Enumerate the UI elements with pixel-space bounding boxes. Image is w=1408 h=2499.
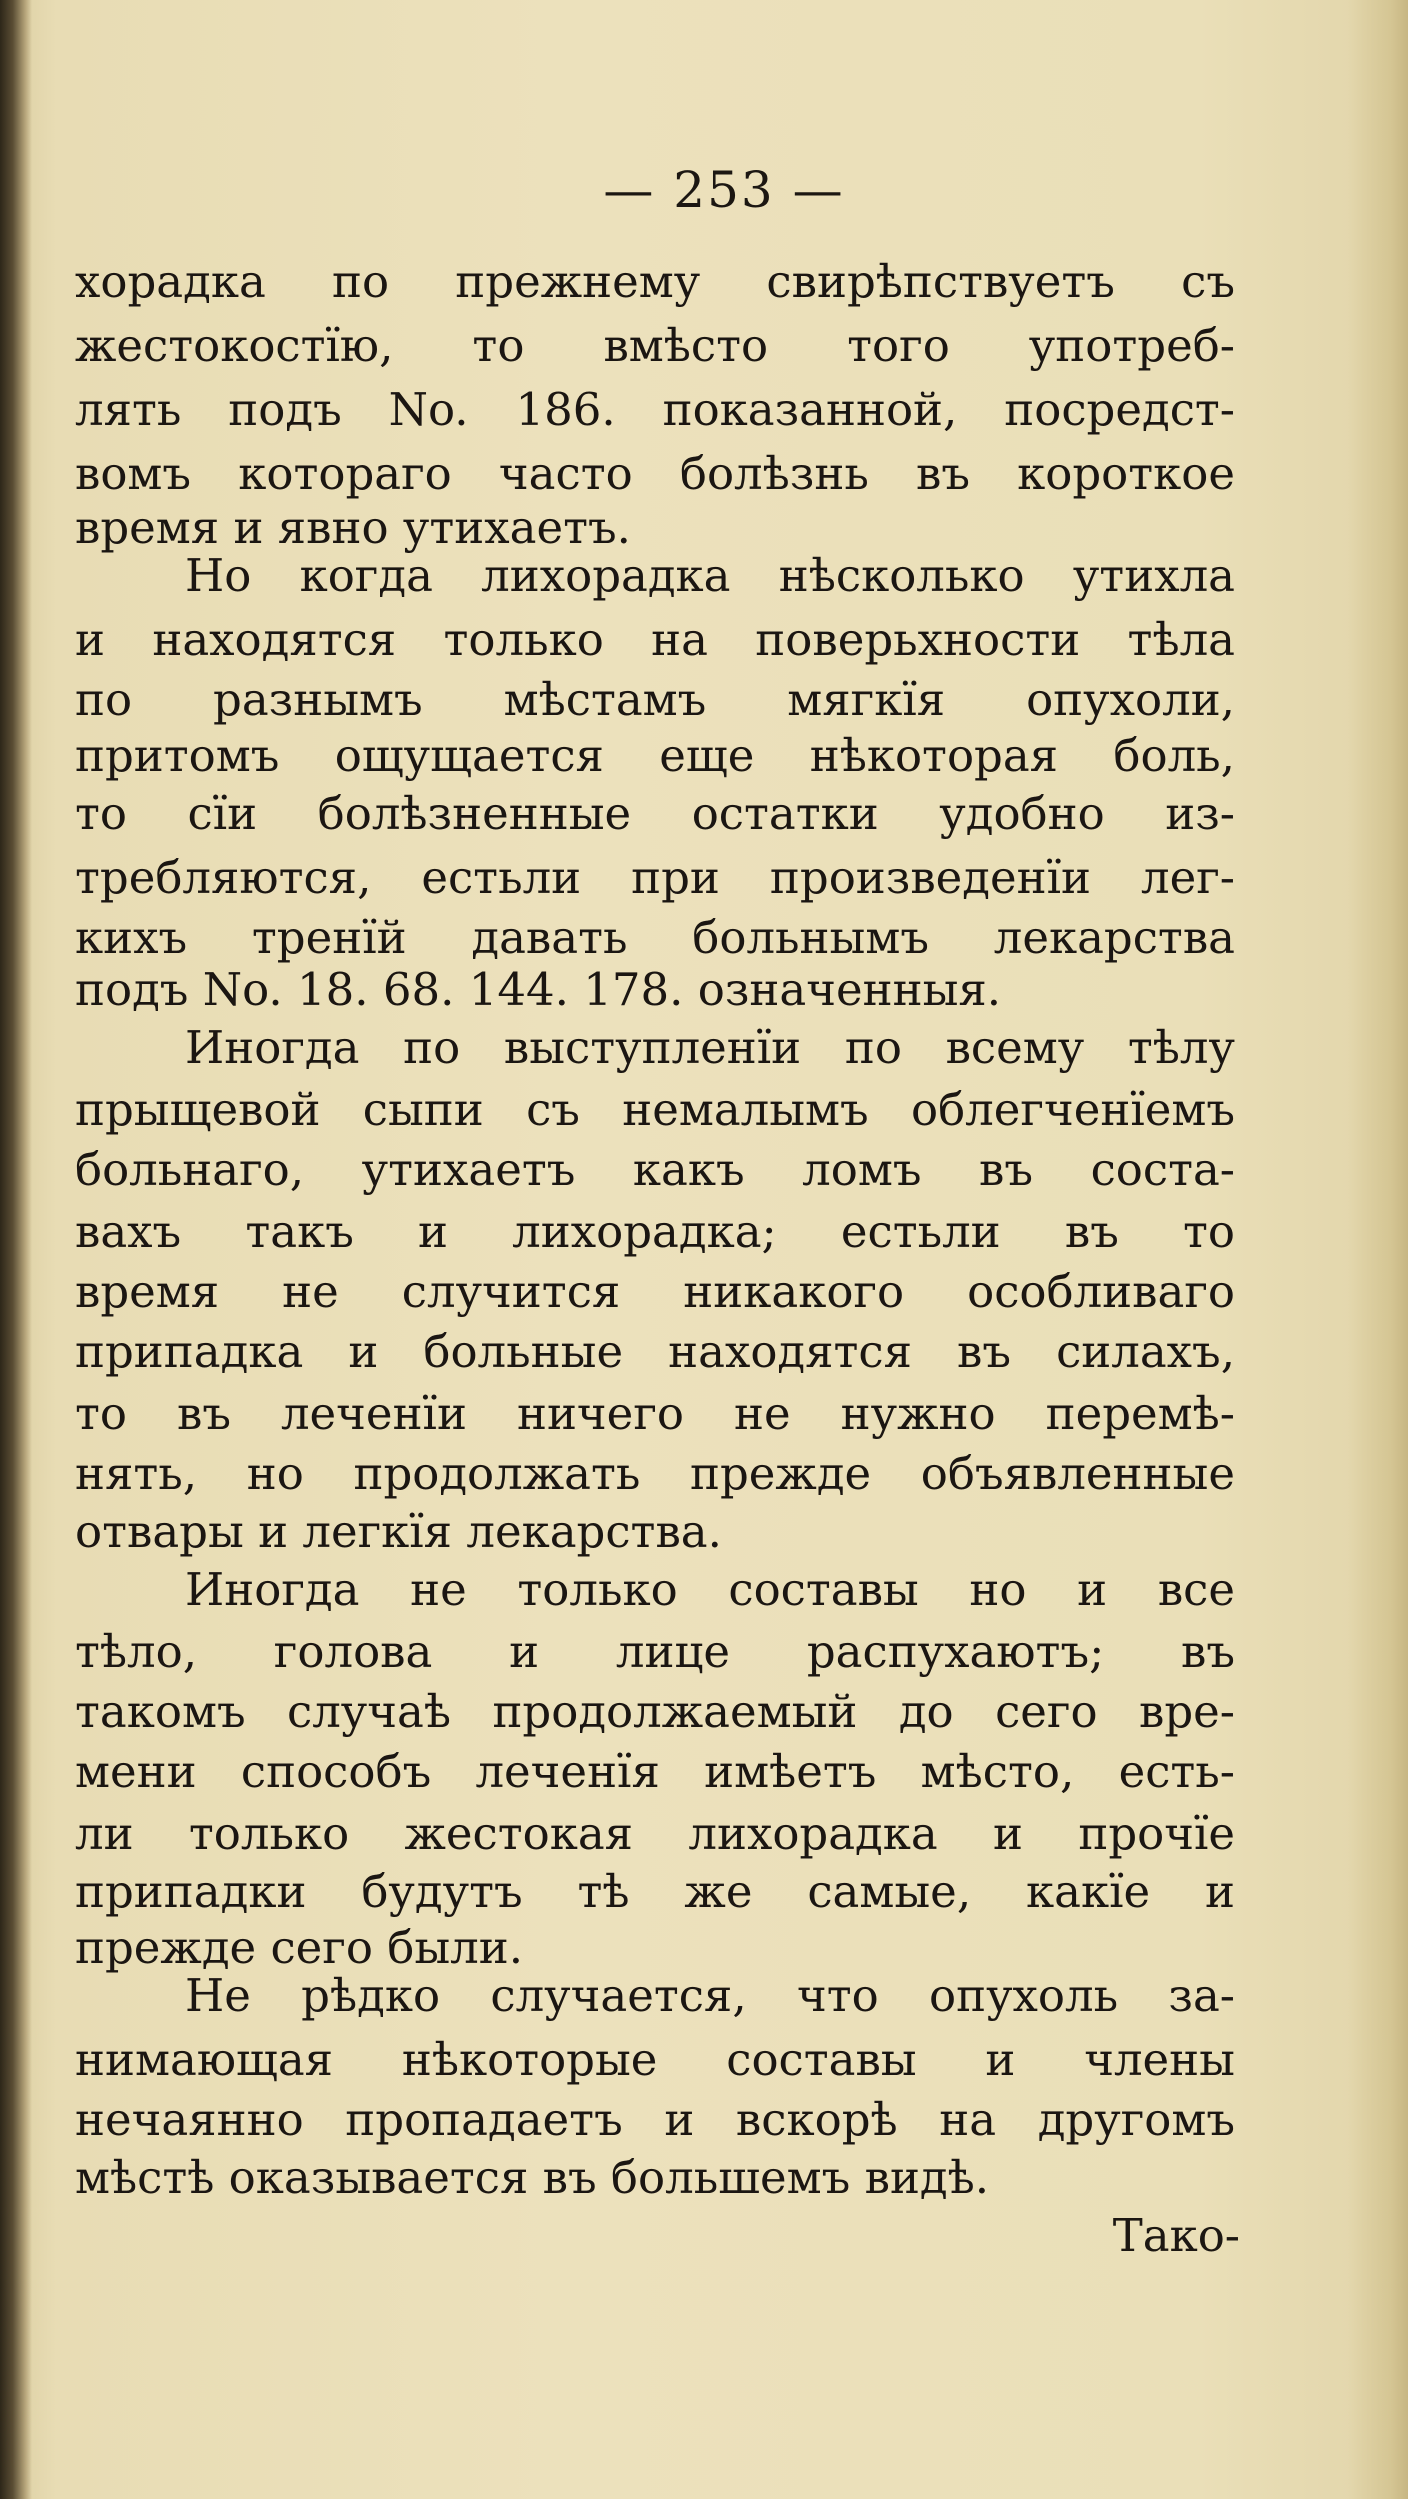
page-number: — 253 —: [603, 161, 845, 219]
text-line-21: нять, но продолжать прежде объявленные: [75, 1447, 1235, 1500]
text-line-33: мѣстѣ оказывается въ большемъ видѣ.: [75, 2151, 990, 2204]
text-line-17: вахъ такъ и лихорадка; естьли въ то: [75, 1205, 1235, 1258]
text-line-24: тѣло, голова и лице распухаютъ; въ: [75, 1625, 1235, 1678]
text-line-16: больнаго, утихаетъ какъ ломъ въ состa-: [75, 1143, 1235, 1196]
text-line-31: нимающая нѣкоторые составы и члены: [75, 2033, 1235, 2086]
text-line-11: требляются, естьли при произведенїи лег-: [75, 851, 1235, 904]
text-line-3: лять подъ No. 186. показанной, посредст-: [75, 383, 1235, 436]
page-edge: [1348, 0, 1408, 2499]
text-line-9: притомъ ощущается еще нѣкоторая боль,: [75, 729, 1235, 782]
text-line-6: Но когда лихорадка нѣсколько утихла: [185, 549, 1235, 602]
text-line-14: Иногда по выступленїи по всему тѣлу: [185, 1021, 1235, 1074]
text-line-27: ли только жестокая лихорадка и прочїе: [75, 1807, 1235, 1860]
text-line-4: вомъ котораго часто болѣзнь въ короткое: [75, 447, 1235, 500]
text-line-2: жестокостїю, то вмѣсто того употреб-: [75, 319, 1235, 372]
text-line-23: Иногда не только составы но и все: [185, 1563, 1235, 1616]
binding-shadow: [0, 0, 32, 2499]
text-line-15: прыщевой сыпи съ немалымъ облегченїемъ: [75, 1083, 1235, 1136]
text-line-5: время и явно утихаетъ.: [75, 501, 631, 554]
text-line-13: подъ No. 18. 68. 144. 178. означенныя.: [75, 963, 1002, 1016]
text-line-12: кихъ тренїй давать больнымъ лекарства: [75, 911, 1235, 964]
text-line-32: нечаянно пропадаетъ и вскорѣ на другомъ: [75, 2093, 1235, 2146]
text-line-29: прежде сего были.: [75, 1921, 524, 1974]
text-line-1: хорадка по прежнему свирѣпствуетъ съ: [75, 255, 1235, 308]
text-line-8: по разнымъ мѣстамъ мягкїя опухоли,: [75, 673, 1235, 726]
catchword: Тако-: [1112, 2209, 1240, 2262]
text-line-18: время не случится никакого особливаго: [75, 1265, 1235, 1318]
text-line-7: и находятся только на поверьхности тѣла: [75, 613, 1235, 666]
text-line-19: припадка и больные находятся въ силахъ,: [75, 1325, 1235, 1378]
page-header: [0, 150, 1408, 230]
text-line-26: мени способъ леченїя имѣетъ мѣсто, есть-: [75, 1745, 1235, 1798]
text-line-22: отвары и легкїя лекарства.: [75, 1505, 722, 1558]
text-line-28: припадки будутъ тѣ же самые, какїе и: [75, 1865, 1235, 1918]
text-line-10: то сїи болѣзненные остатки удобно из-: [75, 787, 1235, 840]
text-line-20: то въ леченїи ничего не нужно перемѣ-: [75, 1387, 1235, 1440]
text-line-30: Не рѣдко случается, что опухоль за-: [185, 1969, 1235, 2022]
text-line-25: такомъ случаѣ продолжаемый до сего вре-: [75, 1685, 1235, 1738]
